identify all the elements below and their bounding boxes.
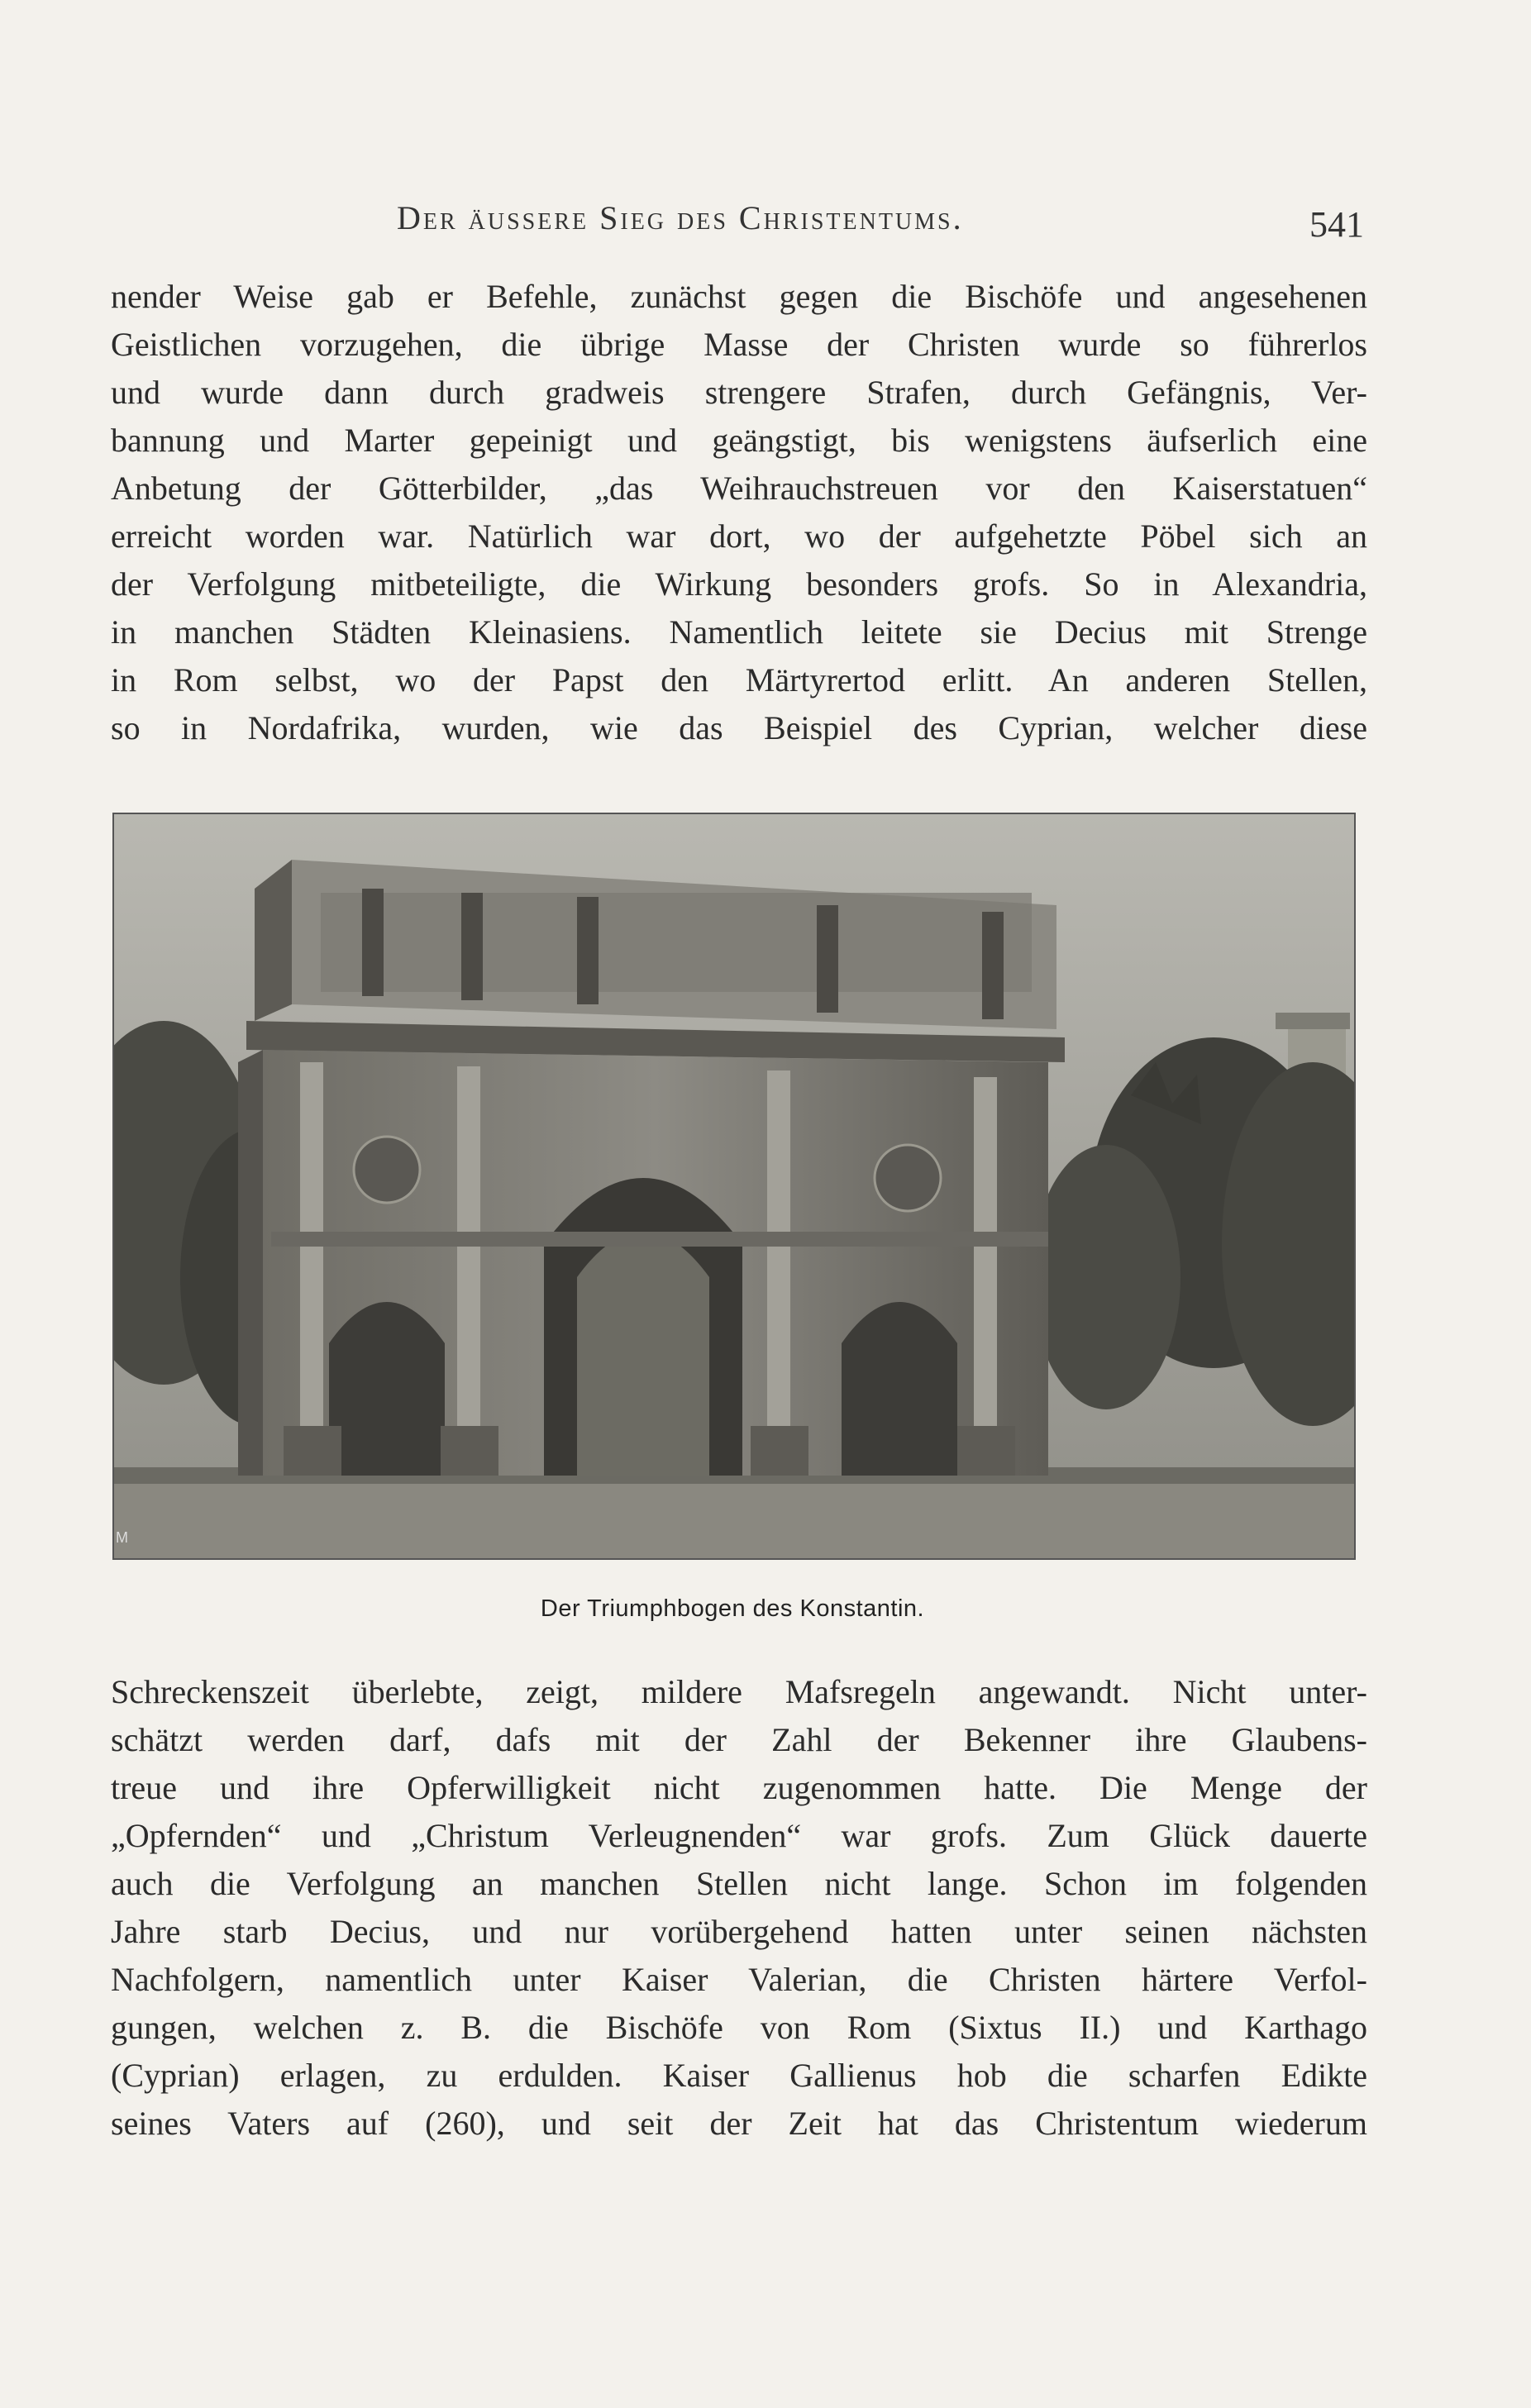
- text-line: nender Weise gab er Befehle, zunächst gegen die Bischöfe und angesehenen: [111, 278, 1367, 315]
- text-line: schätzt werden darf, dafs mit der Zahl der Bekenner ihre Glaubens-: [111, 1721, 1367, 1758]
- ground: [114, 1476, 1354, 1558]
- text-line: Nachfolgern, namentlich unter Kaiser Valerian, die Christen härtere Verfol-: [111, 1961, 1367, 1998]
- figure-caption: Der Triumphbogen des Konstantin.: [540, 1595, 925, 1622]
- text-line: Jahre starb Decius, und nur vorübergehend hatten unter seinen nächsten: [111, 1913, 1367, 1950]
- running-head: [116, 198, 1364, 256]
- text-line: (Cyprian) erlagen, zu erdulden. Kaiser Gallienus hob die scharfen Edikte: [111, 2057, 1367, 2094]
- text-line: und wurde dann durch gradweis strengere Strafen, durch Gefängnis, Ver-: [111, 374, 1367, 411]
- arch-illustration: [114, 814, 1354, 1558]
- text-line: Schreckenszeit überlebte, zeigt, mildere Mafsregeln angewandt. Nicht unter-: [111, 1673, 1367, 1710]
- page-number: 541: [1309, 204, 1364, 245]
- plate-mark: M: [116, 1529, 128, 1546]
- body-text-bottom: [111, 1668, 1367, 2148]
- text-line: der Verfolgung mitbeteiligte, die Wirkung besonders grofs. So in Alexandria,: [111, 565, 1367, 603]
- body-text-top: [111, 273, 1367, 752]
- text-line: so in Nordafrika, wurden, wie das Beispiel des Cyprian, welcher diese: [111, 709, 1367, 746]
- arch-photograph: [112, 813, 1356, 1560]
- text-line: Anbetung der Götterbilder, „das Weihrauchstreuen vor den Kaiserstatuen“: [111, 470, 1367, 507]
- text-line: bannung und Marter gepeinigt und geängstigt, bis wenigstens äufserlich eine: [111, 422, 1367, 459]
- text-line: seines Vaters auf (260), und seit der Zeit hat das Christentum wiederum: [111, 2105, 1367, 2142]
- text-line: erreicht worden war. Natürlich war dort, wo der aufgehetzte Pöbel sich an: [111, 517, 1367, 555]
- text-line: „Opfernden“ und „Christum Verleugnenden“ war grofs. Zum Glück dauerte: [111, 1817, 1367, 1854]
- running-head-title: Der äussere Sieg des Christentums.: [397, 199, 964, 236]
- text-line: in Rom selbst, wo der Papst den Märtyrertod erlitt. An anderen Stellen,: [111, 661, 1367, 699]
- text-line: treue und ihre Opferwilligkeit nicht zugenommen hatte. Die Menge der: [111, 1769, 1367, 1806]
- text-line: gungen, welchen z. B. die Bischöfe von Rom (Sixtus II.) und Karthago: [111, 2009, 1367, 2046]
- text-line: auch die Verfolgung an manchen Stellen nicht lange. Schon im folgenden: [111, 1865, 1367, 1902]
- text-line: Geistlichen vorzugehen, die übrige Masse der Christen wurde so führerlos: [111, 326, 1367, 363]
- triumphal-arch: [238, 860, 1065, 1476]
- text-line: in manchen Städten Kleinasiens. Namentlich leitete sie Decius mit Strenge: [111, 613, 1367, 651]
